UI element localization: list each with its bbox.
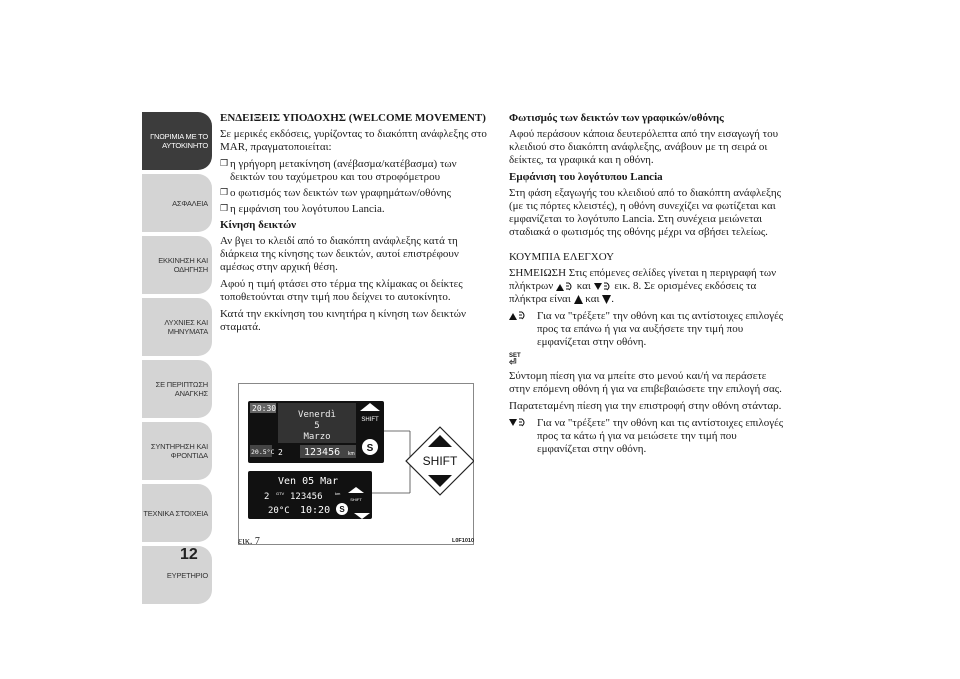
- display1-month: Marzo: [303, 432, 331, 442]
- figure-7: [238, 383, 474, 545]
- up-light-icon: [556, 281, 574, 292]
- up-button-text: Για να "τρέξετε" την οθόνη και τις αντίστοιχες επιλογές προς τα επάνω ή για να αυξήσετε την τιμή που εμφανίζεται στην οθόνη.: [537, 310, 784, 348]
- display1-temp: 20.5°C: [251, 448, 275, 456]
- tab-technical-data[interactable]: [142, 484, 212, 542]
- list-item: [220, 187, 490, 200]
- display1-shift: SHIFT: [361, 417, 379, 423]
- list-item-text: η εμφάνιση του λογότυπου Lancia.: [230, 203, 385, 215]
- list-item: [220, 158, 490, 184]
- paragraph: Στη φάση εξαγωγής του κλειδιού από το διακόπτη ανάφλεξης (με τις πόρτες κλειστές), η οθόνη συνεχίζει να φωτίζεται και εμφανίζεται το λογότυπο Lancia. Στη συνέχεια μειώνεται σταδιακά ο φωτισμός της οθόνης μέχρι να σβήσει τελείως.: [509, 187, 782, 238]
- figure-code: L0F1010: [452, 538, 475, 544]
- chapter-tabs: [142, 112, 212, 608]
- tab-safety[interactable]: [142, 174, 212, 232]
- checkbox-icon: ❒: [220, 188, 229, 198]
- set-label: SET: [509, 353, 521, 359]
- down-triangle-icon: [602, 295, 611, 304]
- display1-gear: 2: [278, 448, 283, 457]
- display2-gear: 2: [264, 492, 270, 502]
- tab-label: ΣΥΝΤΗΡΗΣΗ ΚΑΙ ΦΡΟΝΤΙΔΑ: [150, 442, 208, 460]
- checkbox-icon: ❒: [220, 204, 229, 214]
- page-number: 12: [180, 546, 198, 563]
- tab-label: ΑΣΦΑΛΕΙΑ: [172, 198, 208, 208]
- paragraph: Αφού περάσουν κάποια δευτερόλεπτα από την εισαγωγή του κλειδιού στο διακόπτη ανάφλεξης, ανάβουν με τη σειρά οι δείκτες, τα γραφικά και η οθόνη.: [509, 128, 779, 166]
- left-column: [220, 112, 490, 338]
- note-text: ΣΗΜΕΙΩΣΗ Στις επόμενες σελίδες γίνεται η περιγραφή των πλήκτρων: [509, 267, 777, 292]
- tab-emergency[interactable]: [142, 360, 212, 418]
- down-button-description: [509, 417, 784, 456]
- display2-time: 10:20: [300, 505, 331, 516]
- display1-logo: S: [366, 443, 374, 454]
- needle-movement-heading: Κίνηση δεικτών: [220, 219, 297, 231]
- tab-getting-to-know[interactable]: [142, 112, 212, 170]
- display2-date: Ven 05 Mar: [278, 476, 339, 487]
- paragraph: Παρατεταμένη πίεση για την επιστροφή στην οθόνη στάνταρ.: [509, 400, 782, 412]
- up-triangle-icon: [574, 295, 583, 304]
- list-item: [220, 203, 490, 216]
- big-shift-label: SHIFT: [422, 454, 458, 468]
- down-light-icon: [509, 417, 527, 428]
- list-item-text: η γρήγορη μετακίνηση (ανέβασμα/κατέβασμα) των δεικτών του ταχύμετρου και του στροφόμετρου: [230, 158, 457, 183]
- up-button-description: [509, 310, 784, 349]
- dashboard-display-illustration: [238, 383, 474, 545]
- paragraph: Κατά την εκκίνηση του κινητήρα η κίνηση των δεικτών σταματά.: [220, 308, 466, 333]
- set-icon: SET ⏎: [509, 353, 521, 367]
- up-light-icon: [509, 310, 527, 321]
- paragraph: Αφού η τιμή φτάσει στο τέρμα της κλίμακας οι δείκτες τοποθετούνται στην τιμή που δείχνει το αυτοκίνητο.: [220, 278, 463, 303]
- display2-trip: GTV: [276, 491, 285, 496]
- display1-unit: km: [348, 451, 355, 457]
- tab-starting-driving[interactable]: [142, 236, 212, 294]
- display2-shift: SHIFT: [350, 497, 362, 502]
- welcome-heading: ΕΝΔΕΙΞΕΙΣ ΥΠΟΔΟΧΗΣ (WELCOME MOVEMENT): [220, 112, 486, 124]
- display2-unit: km: [335, 491, 341, 496]
- note-text: .: [611, 293, 614, 305]
- tab-label: ΣΕ ΠΕΡΙΠΤΩΣΗ ΑΝΑΓΚΗΣ: [155, 380, 208, 398]
- tab-maintenance[interactable]: [142, 422, 212, 480]
- note-paragraph: [509, 267, 784, 306]
- paragraph: Αν βγει το κλειδί από το διακόπτη ανάφλεξης κατά τη διάρκεια της κίνησης των δεικτών, αυτοί επιστρέφουν αμέσως στην αρχική θέση.: [220, 235, 459, 273]
- tab-label: ΕΥΡΕΤΗΡΙΟ: [166, 570, 208, 580]
- display1-odometer: 123456: [304, 447, 341, 458]
- display1-day: Venerdì: [298, 410, 336, 420]
- tab-label: ΕΚΚΙΝΗΣΗ ΚΑΙ ΟΔΗΓΗΣΗ: [158, 256, 208, 274]
- note-text: εικ. 8. Σε ορισμένες εκδόσεις τα πλήκτρα είναι: [509, 280, 757, 305]
- checkbox-icon: ❒: [220, 159, 229, 169]
- display1-time: 20:30: [252, 404, 277, 413]
- display2-odometer: 123456: [290, 492, 323, 502]
- lighting-heading: Φωτισμός των δεικτών των γραφικών/οθόνης: [509, 112, 724, 124]
- tab-index[interactable]: [142, 546, 212, 604]
- list-item-text: ο φωτισμός των δεικτών των γραφημάτων/οθόνης: [230, 187, 452, 199]
- tab-label: ΓΝΩΡΙΜΙΑ ΜΕ ΤΟ ΑΥΤΟΚΙΝΗΤΟ: [150, 132, 208, 150]
- tab-label: ΛΥΧΝΙΕΣ ΚΑΙ ΜΗΝΥΜΑΤΑ: [164, 318, 208, 336]
- welcome-intro: Σε μερικές εκδόσεις, γυρίζοντας το διακόπτη ανάφλεξης στο MAR, πραγματοποιείται:: [220, 128, 487, 153]
- display2-logo: S: [339, 505, 345, 514]
- display2-temp: 20°C: [268, 506, 290, 516]
- note-text: και: [585, 293, 600, 305]
- control-buttons-heading: ΚΟΥΜΠΙΑ ΕΛΕΓΧΟΥ: [509, 251, 615, 263]
- down-button-text: Για να "τρέξετε" την οθόνη και τις αντίστοιχες επιλογές προς τα κάτω ή για να μειώσετε την τιμή που εμφανίζεται στην οθόνη.: [537, 417, 784, 455]
- right-column: [509, 112, 784, 462]
- tab-label: ΤΕΧΝΙΚΑ ΣΤΟΙΧΕΙΑ: [143, 508, 208, 518]
- figure-caption: εικ. 7: [238, 536, 260, 547]
- note-text: και: [576, 280, 591, 292]
- paragraph: Σύντομη πίεση για να μπείτε στο μενού και/ή να περάσετε στην επόμενη οθόνη ή για να επιβεβαιώσετε την επιλογή σας.: [509, 370, 782, 395]
- tab-warning-lights[interactable]: [142, 298, 212, 356]
- display1-date: 5: [314, 421, 320, 431]
- down-light-icon: [594, 281, 612, 292]
- logo-heading: Εμφάνιση του λογότυπου Lancia: [509, 171, 663, 183]
